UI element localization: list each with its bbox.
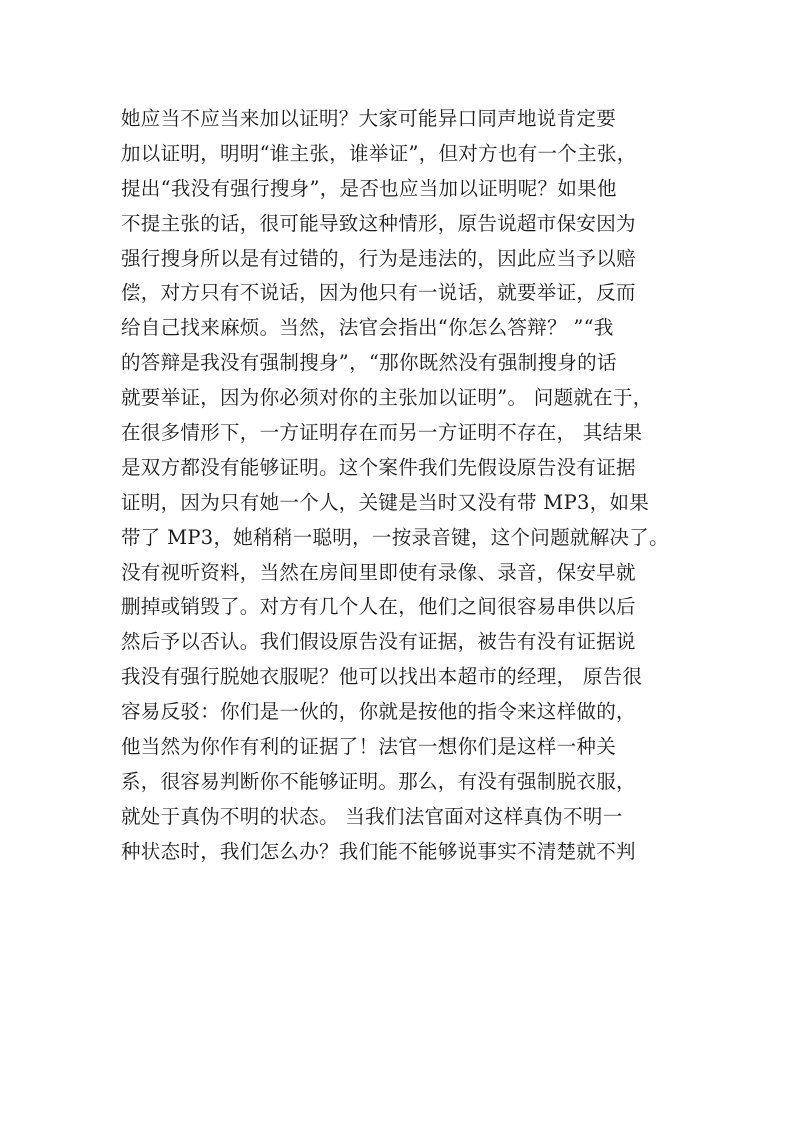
text-line-9: 就要举证，因为你必须对你的主张加以证明”。 问题就在于， <box>121 386 653 410</box>
text-line-14: 没有视听资料，当然在房间里即使有录像、录音，保安早就 <box>121 560 636 584</box>
text-line-2: 加以证明，明明“谁主张，谁举证”，但对方也有一个主张， <box>121 141 637 165</box>
text-line-5: 强行搜身所以是有过错的，行为是违法的，因此应当予以赔 <box>121 246 636 270</box>
text-line-18: 容易反驳：你们是一伙的，你就是按他的指令来这样做的， <box>121 700 636 724</box>
text-line-1: 她应当不应当来加以证明？大家可能异口同声地说肯定要 <box>121 107 617 130</box>
text-line-4: 不提主张的话，很可能导致这种情形，原告说超市保安因为 <box>121 211 636 235</box>
text-line-16: 然后予以否认。我们假设原告没有证据，被告有没有证据说 <box>121 630 636 654</box>
text-line-13: 带了 MP3，她稍稍一聪明，一按录音键，这个问题就解决了。 <box>121 525 669 549</box>
text-line-21: 就处于真伪不明的状态。 当我们法官面对这样真伪不明一 <box>121 804 623 828</box>
text-line-11: 是双方都没有能够证明。这个案件我们先假设原告没有证据 <box>121 455 636 479</box>
text-line-12: 证明，因为只有她一个人，关键是当时又没有带 MP3，如果 <box>121 490 650 514</box>
text-line-8: 的答辩是我没有强制搜身”，“那你既然没有强制搜身的话 <box>121 351 617 375</box>
text-line-17: 我没有强行脱她衣服呢？他可以找出本超市的经理， 原告很 <box>121 665 643 689</box>
body-text <box>121 102 683 870</box>
text-line-15: 删掉或销毁了。对方有几个人在，他们之间很容易串供以后 <box>121 595 636 619</box>
text-line-7: 给自己找来麻烦。当然，法官会指出“你怎么答辩？ ”“我 <box>121 316 614 340</box>
text-line-6: 偿，对方只有不说话，因为他只有一说话，就要举证，反而 <box>121 281 636 305</box>
text-line-3: 提出“我没有强行搜身”，是否也应当加以证明呢？如果他 <box>121 176 617 200</box>
text-line-20: 系，很容易判断你不能够证明。那么，有没有强制脱衣服， <box>121 769 636 793</box>
text-line-10: 在很多情形下，一方证明存在而另一方证明不存在， 其结果 <box>121 421 643 445</box>
text-line-19: 他当然为你作有利的证据了！法官一想你们是这样一种关 <box>121 735 617 759</box>
text-line-22: 种状态时，我们怎么办？我们能不能够说事实不清楚就不判 <box>121 839 636 863</box>
